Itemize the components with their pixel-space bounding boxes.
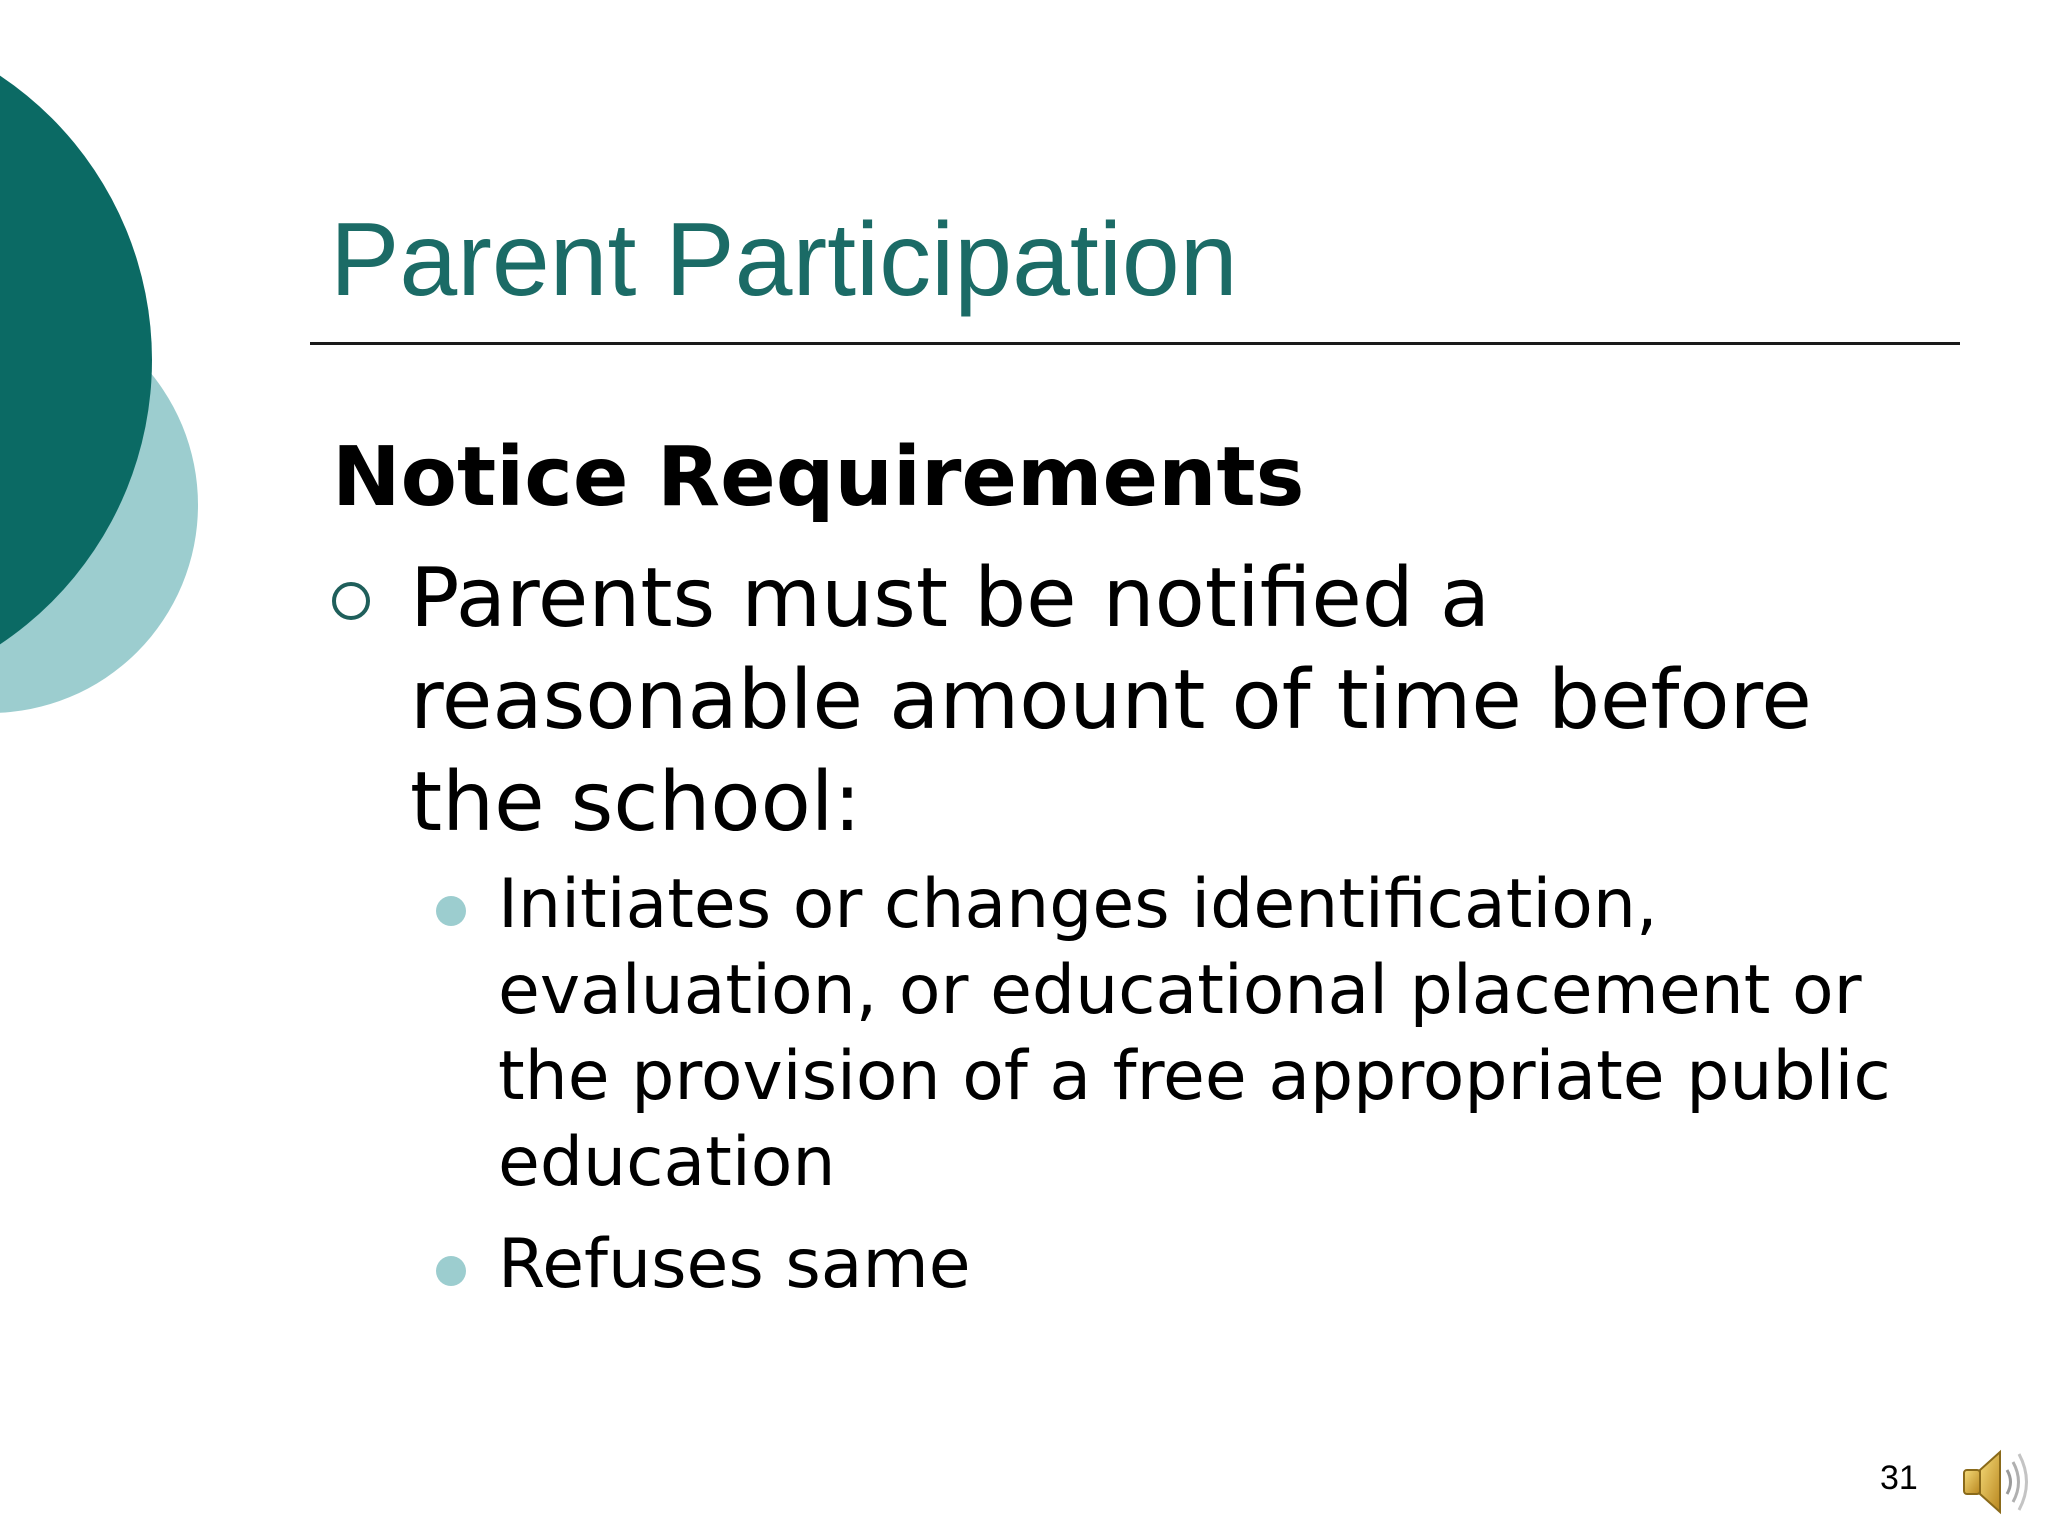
filled-dot-icon bbox=[436, 896, 466, 926]
slide-title: Parent Participation bbox=[330, 202, 1238, 318]
sub-bullet-item bbox=[436, 1222, 1976, 1308]
speaker-icon[interactable] bbox=[1960, 1442, 2030, 1522]
section-heading: Notice Requirements bbox=[332, 430, 1305, 525]
sub-bullet-text: Refuses same bbox=[498, 1225, 971, 1304]
sub-bullet-item bbox=[436, 862, 1976, 1206]
title-divider bbox=[310, 342, 1960, 345]
teal-circles-decoration bbox=[0, 0, 260, 860]
filled-dot-icon bbox=[436, 1256, 466, 1286]
hollow-circle-icon bbox=[332, 582, 370, 620]
page-number: 31 bbox=[1880, 1459, 1918, 1497]
bullet-text: Parents must be notified a reasonable amount of time before the school: bbox=[410, 551, 1812, 850]
sub-bullet-text: Initiates or changes identification, evaluation, or educational placement or the provision of a free appropriate public education bbox=[498, 865, 1891, 1202]
bullet-item bbox=[332, 548, 1952, 854]
